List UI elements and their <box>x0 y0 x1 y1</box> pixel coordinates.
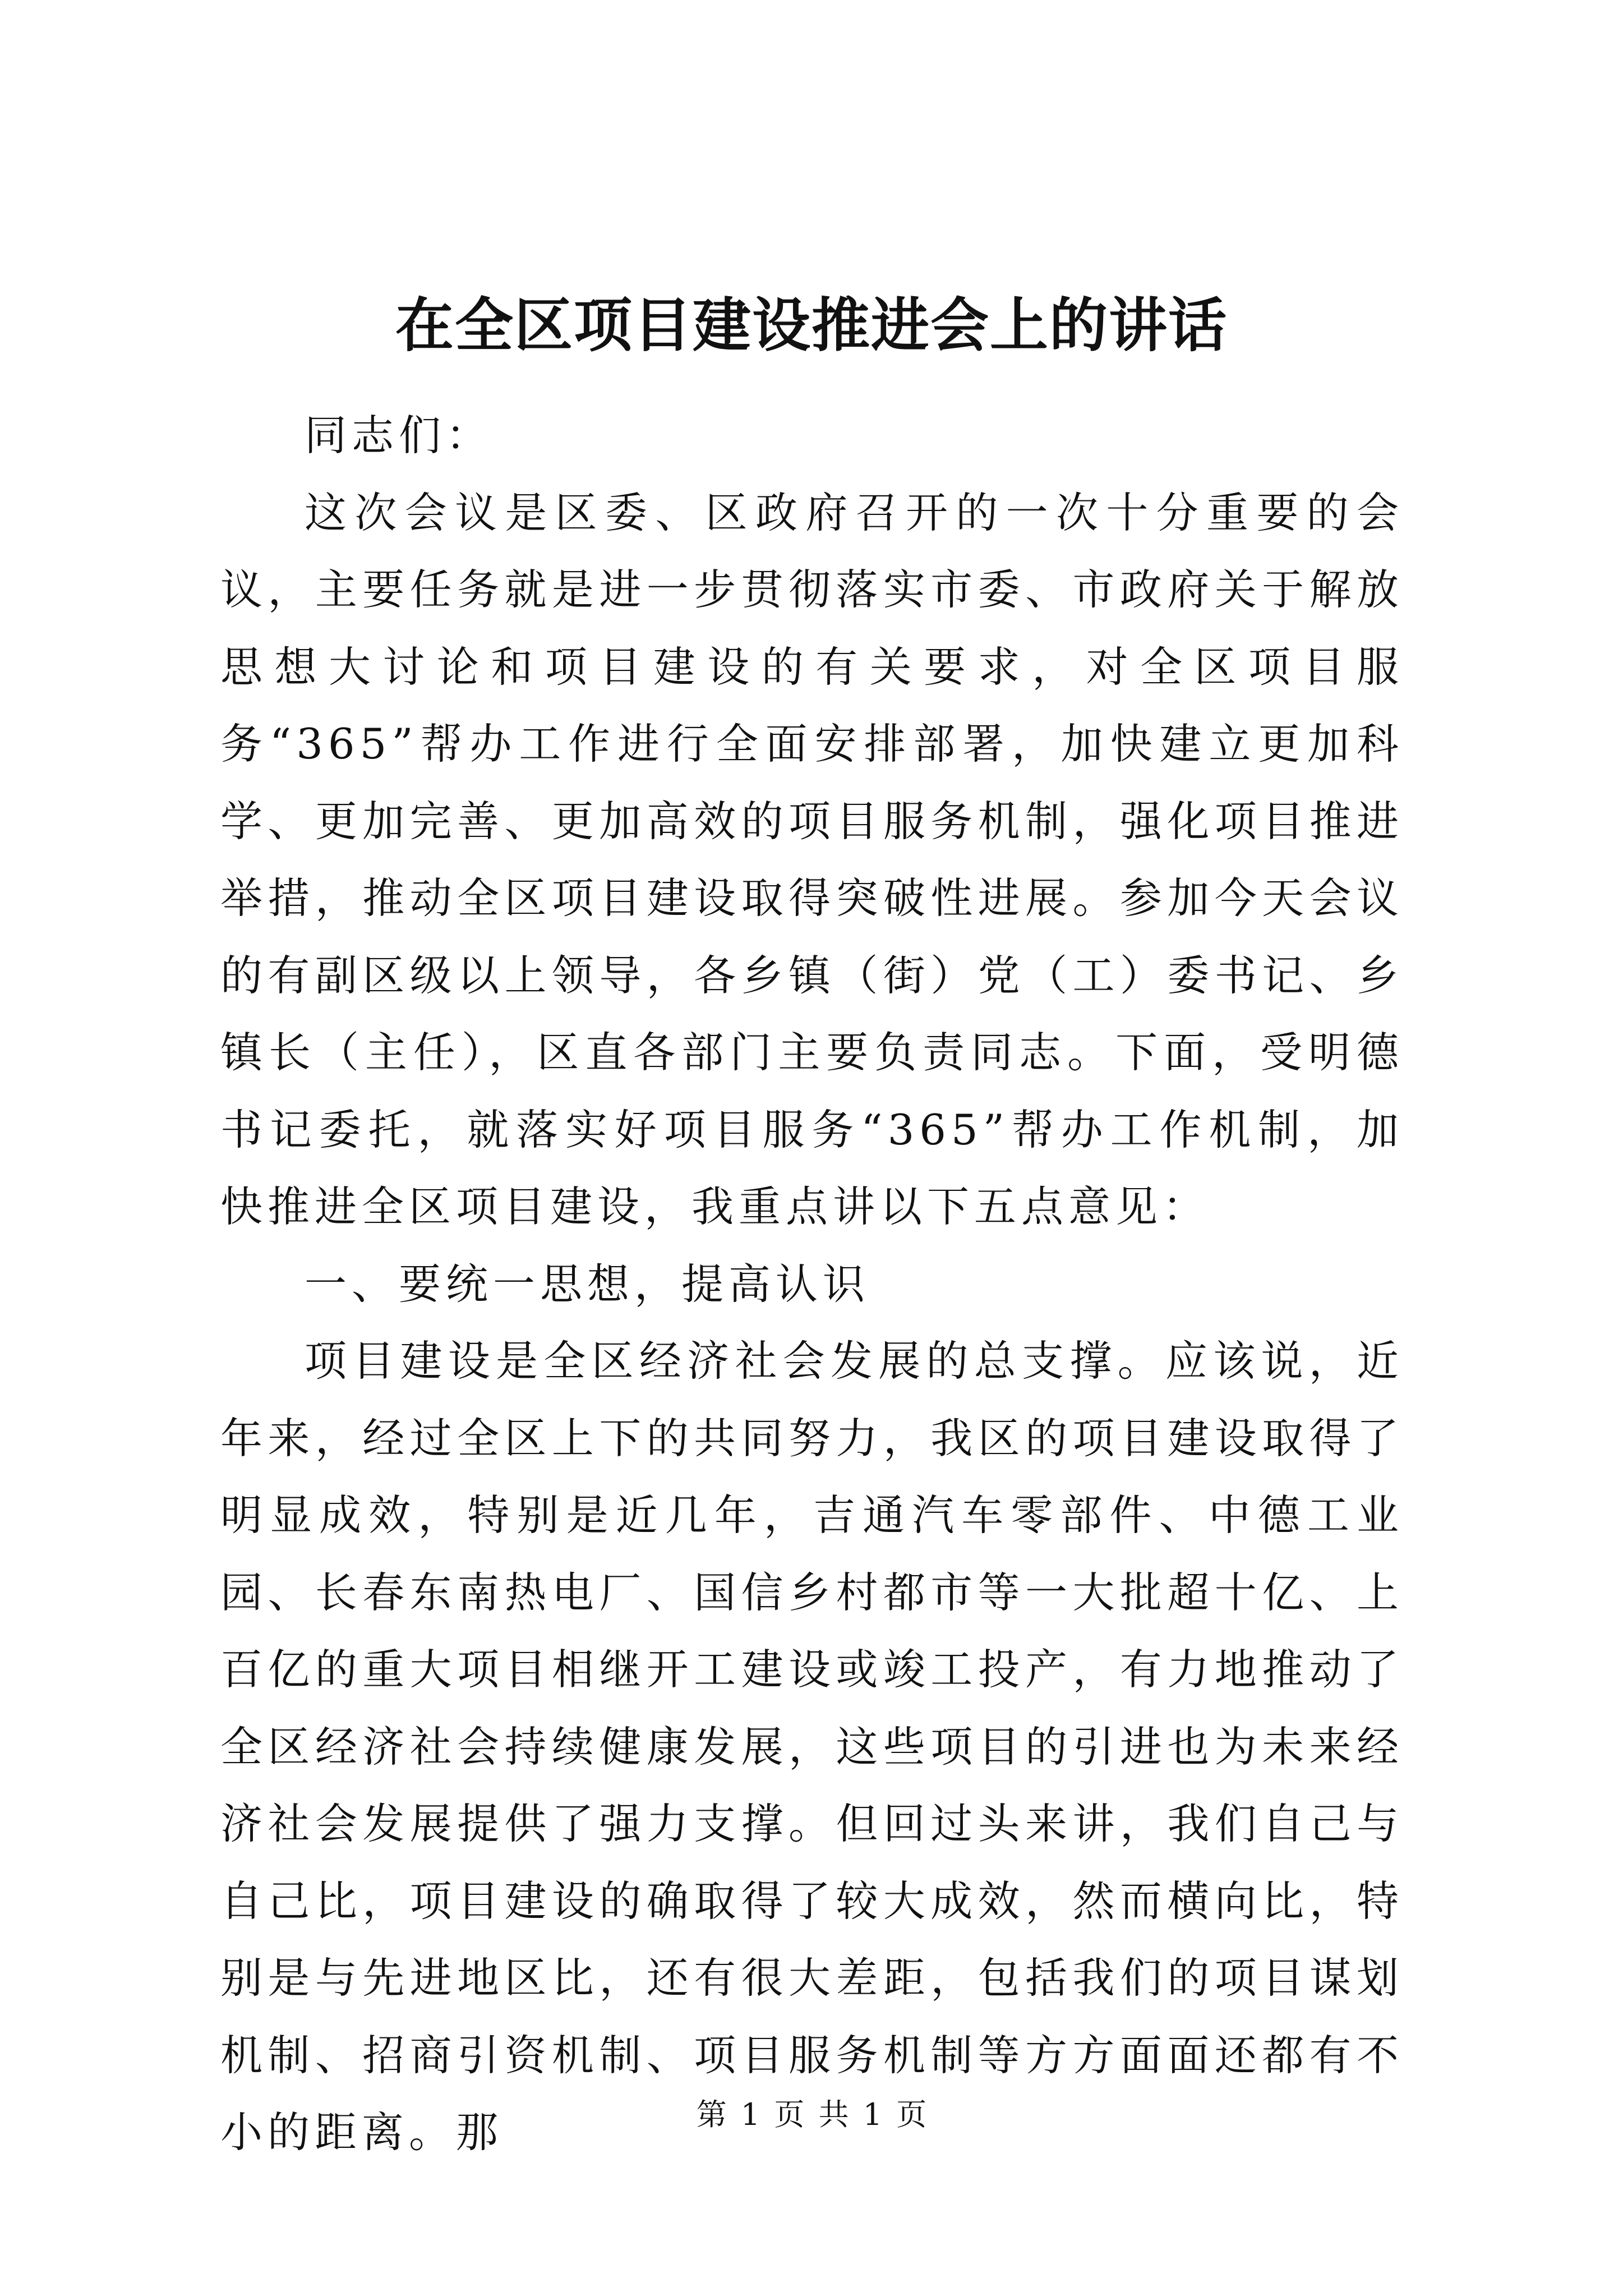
paragraph-intro: 这次会议是区委、区政府召开的一次十分重要的会议，主要任务就是进一步贯彻落实市委、市政府关于解放思想大讨论和项目建设的有关要求，对全区项目服务“365”帮办工作进行全面安排部署，加快建立更加科学、更加完善、更加高效的项目服务机制，强化项目推进举措，推动全区项目建设取得突破性进展。参加今天会议的有副区级以上领导，各乡镇（街）党（工）委书记、乡镇长（主任），区直各部门主要负责同志。下面，受明德书记委托，就落实好项目服务“365”帮办工作机制，加快推进全区项目建设，我重点讲以下五点意见： <box>220 487 1404 1231</box>
paragraph-section-one: 项目建设是全区经济社会发展的总支撑。应该说，近年来，经过全区上下的共同努力，我区的项目建设取得了明显成效，特别是近几年，吉通汽车零部件、中德工业园、长春东南热电厂、国信乡村都市等一大批超十亿、上百亿的重大项目相继开工建设或竣工投产，有力地推动了全区经济社会持续健康发展，这些项目的引进也为未来经济社会发展提供了强力支撑。但回过头来讲，我们自己与自己比，项目建设的确取得了较大成效，然而横向比，特别是与先进地区比，还有很大差距，包括我们的项目谋划机制、招商引资机制、项目服务机制等方方面面还都有不小的距离。那 <box>220 1336 1404 2157</box>
section-heading: 一、要统一思想，提高认识 <box>305 1259 870 1309</box>
page-footer: 第 1 页 共 1 页 <box>696 2097 927 2132</box>
document-title: 在全区项目建设推进会上的讲话 <box>395 291 1228 360</box>
salutation: 同志们： <box>305 411 494 460</box>
document-body <box>220 397 1404 2171</box>
